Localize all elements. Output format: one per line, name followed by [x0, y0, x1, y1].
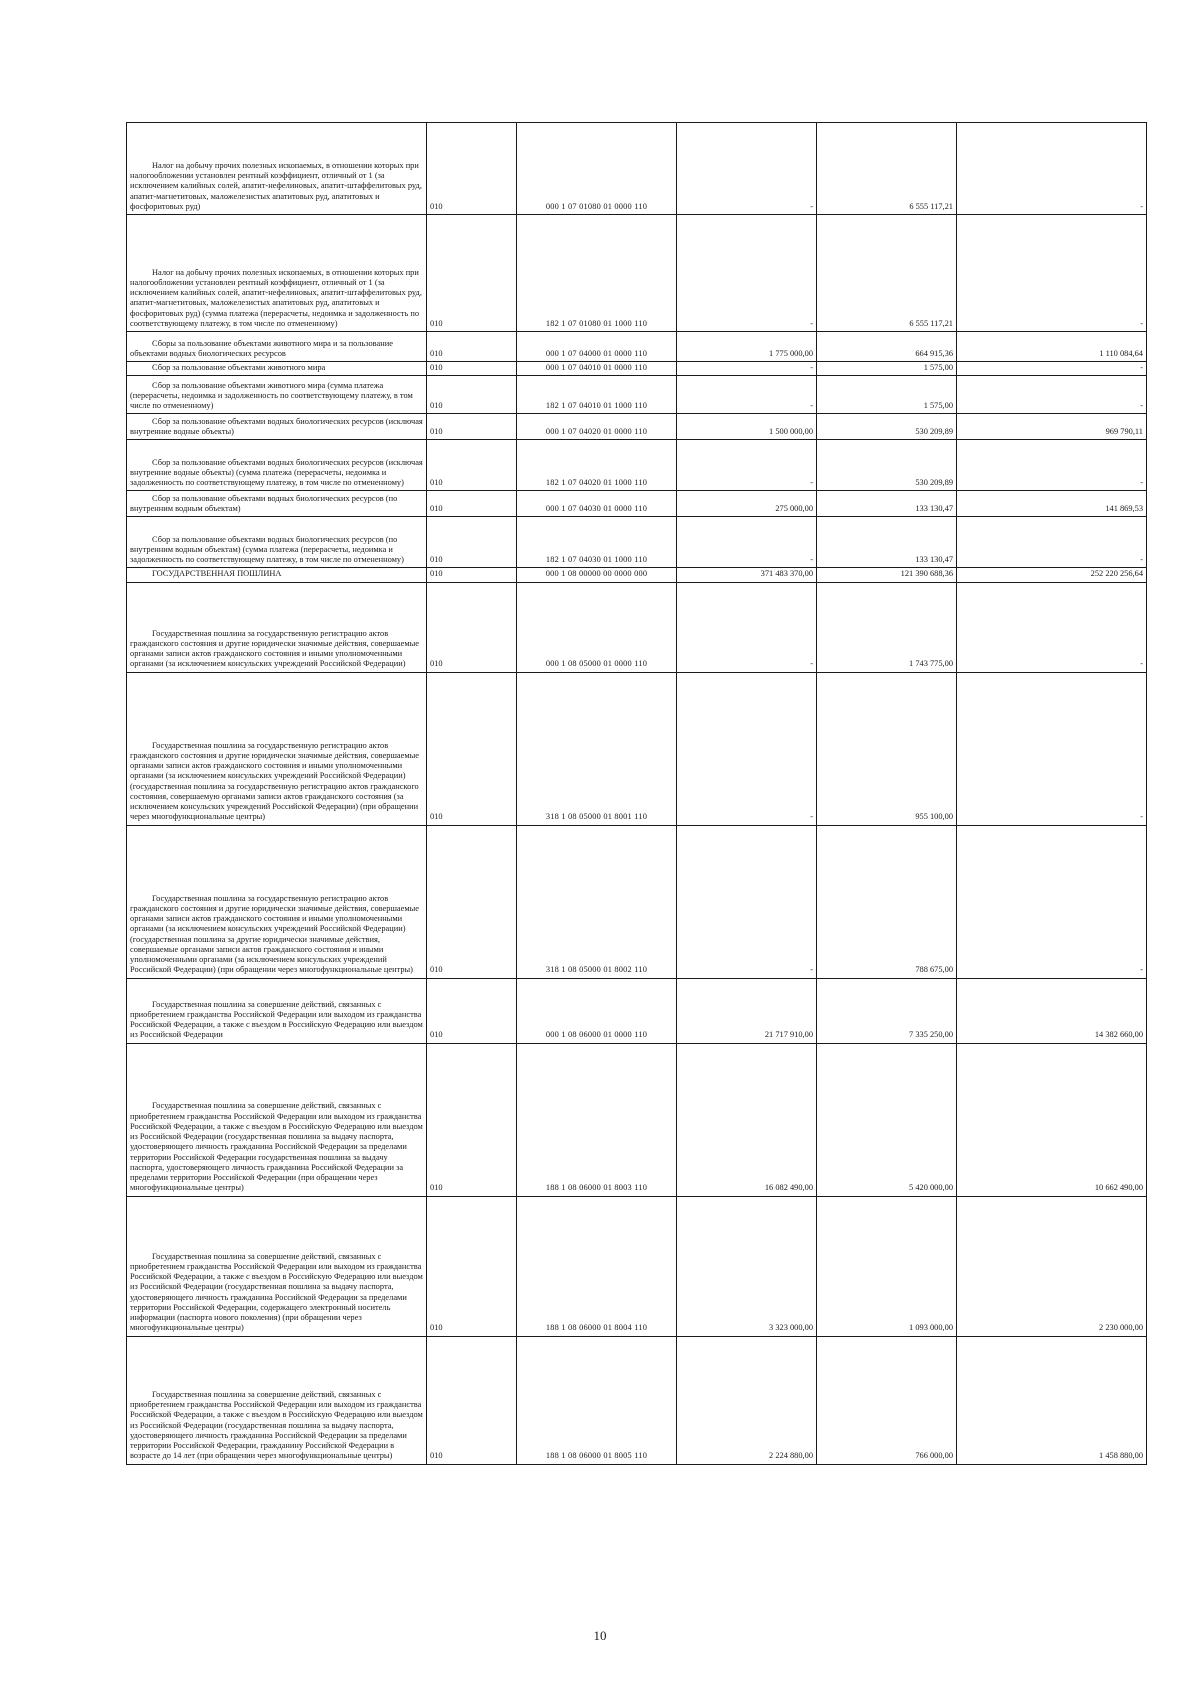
row-approved-amount: -	[677, 376, 817, 414]
row-executed-amount: 530 209,89	[817, 440, 957, 491]
row-line-code: 010	[427, 215, 517, 332]
table-row	[127, 1336, 1147, 1464]
row-name: Сбор за пользование объектами животного мира	[127, 362, 427, 376]
row-unexecuted-amount: -	[957, 672, 1147, 825]
row-unexecuted-amount: 141 869,53	[957, 491, 1147, 517]
row-approved-amount: -	[677, 672, 817, 825]
row-approved-amount: 1 775 000,00	[677, 332, 817, 362]
row-name: Государственная пошлина за государственную регистрацию актов гражданского состояния и другие юридически значимые действия, совершаемые органами записи актов гражданского состояния и иными уполномоченными органами (за исключением консульских учреждений Российской Федерации)	[127, 582, 427, 672]
row-budget-code: 182 1 07 01080 01 1000 110	[517, 215, 677, 332]
row-executed-amount: 1 575,00	[817, 362, 957, 376]
row-unexecuted-amount: -	[957, 215, 1147, 332]
row-unexecuted-amount: -	[957, 517, 1147, 568]
row-unexecuted-amount: 2 230 000,00	[957, 1196, 1147, 1336]
row-executed-amount: 133 130,47	[817, 491, 957, 517]
row-budget-code: 188 1 08 06000 01 8005 110	[517, 1336, 677, 1464]
row-unexecuted-amount: 252 220 256,64	[957, 568, 1147, 582]
row-executed-amount: 121 390 688,36	[817, 568, 957, 582]
row-line-code: 010	[427, 582, 517, 672]
row-unexecuted-amount: 14 382 660,00	[957, 978, 1147, 1043]
table-row	[127, 362, 1147, 376]
row-executed-amount: 530 209,89	[817, 414, 957, 440]
row-unexecuted-amount: -	[957, 376, 1147, 414]
row-executed-amount: 766 000,00	[817, 1336, 957, 1464]
row-executed-amount: 788 675,00	[817, 825, 957, 978]
table-row	[127, 123, 1147, 215]
row-budget-code: 000 1 07 04020 01 0000 110	[517, 414, 677, 440]
row-budget-code: 000 1 08 00000 00 0000 000	[517, 568, 677, 582]
table-row	[127, 825, 1147, 978]
row-executed-amount: 133 130,47	[817, 517, 957, 568]
table-row	[127, 582, 1147, 672]
row-approved-amount: -	[677, 440, 817, 491]
row-executed-amount: 5 420 000,00	[817, 1043, 957, 1196]
row-line-code: 010	[427, 1196, 517, 1336]
row-line-code: 010	[427, 1043, 517, 1196]
row-executed-amount: 1 743 775,00	[817, 582, 957, 672]
row-name: Налог на добычу прочих полезных ископаемых, в отношении которых при налогообложении установлен рентный коэффициент, отличный от 1 (за исключением калийных солей, апатит-нефелиновых, апатит-штаффелитовых руд, апатит-магнетитовых, маложелезистых апатитовых руд, апатитовых и фосфоритовых руд)	[127, 123, 427, 215]
row-name: Сбор за пользование объектами животного мира (сумма платежа (перерасчеты, недоимка и задолженность по соответствующему платежу, в том числе по отмененному)	[127, 376, 427, 414]
row-line-code: 010	[427, 414, 517, 440]
row-approved-amount: 3 323 000,00	[677, 1196, 817, 1336]
table-row	[127, 332, 1147, 362]
row-name: Сбор за пользование объектами водных биологических ресурсов (по внутренним водным объектам)	[127, 491, 427, 517]
table-row	[127, 978, 1147, 1043]
revenue-table	[126, 122, 1147, 1465]
table-row	[127, 568, 1147, 582]
row-unexecuted-amount: -	[957, 825, 1147, 978]
table-row	[127, 1043, 1147, 1196]
row-line-code: 010	[427, 568, 517, 582]
row-unexecuted-amount: -	[957, 440, 1147, 491]
table-row	[127, 215, 1147, 332]
row-approved-amount: 1 500 000,00	[677, 414, 817, 440]
row-unexecuted-amount: 1 110 084,64	[957, 332, 1147, 362]
row-approved-amount: 16 082 490,00	[677, 1043, 817, 1196]
row-line-code: 010	[427, 491, 517, 517]
row-name: Государственная пошлина за совершение действий, связанных с приобретением гражданства Российской Федерации или выходом из гражданства Российской Федерации, а также с въездом в Российскую Федерацию или выездом из Российской Федерации (государственная пошлина за выдачу паспорта, удостоверяющего личность гражданина Российской Федерации за пределами территории Российской Федерации, гражданину Российской Федерации в возрасте до 14 лет (при обращении через многофункциональные центры)	[127, 1336, 427, 1464]
row-unexecuted-amount: 1 458 880,00	[957, 1336, 1147, 1464]
table-row	[127, 672, 1147, 825]
row-approved-amount: 371 483 370,00	[677, 568, 817, 582]
row-budget-code: 000 1 07 04010 01 0000 110	[517, 362, 677, 376]
row-unexecuted-amount: 969 790,11	[957, 414, 1147, 440]
row-name: Сбор за пользование объектами водных биологических ресурсов (по внутренним водным объектам) (сумма платежа (перерасчеты, недоимка и задолженность по соответствующему платежу, в том числе по отмененному)	[127, 517, 427, 568]
row-line-code: 010	[427, 672, 517, 825]
row-budget-code: 000 1 08 05000 01 0000 110	[517, 582, 677, 672]
row-approved-amount: 275 000,00	[677, 491, 817, 517]
row-unexecuted-amount: -	[957, 582, 1147, 672]
row-name: Сборы за пользование объектами животного мира и за пользование объектами водных биологических ресурсов	[127, 332, 427, 362]
table-row	[127, 1196, 1147, 1336]
table-row	[127, 517, 1147, 568]
revenue-table-body	[127, 123, 1147, 1465]
row-approved-amount: -	[677, 517, 817, 568]
table-row	[127, 491, 1147, 517]
row-line-code: 010	[427, 1336, 517, 1464]
row-approved-amount: -	[677, 825, 817, 978]
row-name: Государственная пошлина за совершение действий, связанных с приобретением гражданства Российской Федерации или выходом из гражданства Российской Федерации, а также с въездом в Российскую Федерацию или выездом из Российской Федерации	[127, 978, 427, 1043]
row-unexecuted-amount: 10 662 490,00	[957, 1043, 1147, 1196]
row-executed-amount: 955 100,00	[817, 672, 957, 825]
row-budget-code: 188 1 08 06000 01 8004 110	[517, 1196, 677, 1336]
row-budget-code: 318 1 08 05000 01 8001 110	[517, 672, 677, 825]
row-budget-code: 000 1 08 06000 01 0000 110	[517, 978, 677, 1043]
row-name: Сбор за пользование объектами водных биологических ресурсов (исключая внутренние водные объекты)	[127, 414, 427, 440]
row-budget-code: 000 1 07 04000 01 0000 110	[517, 332, 677, 362]
row-executed-amount: 6 555 117,21	[817, 123, 957, 215]
row-budget-code: 000 1 07 01080 01 0000 110	[517, 123, 677, 215]
row-budget-code: 188 1 08 06000 01 8003 110	[517, 1043, 677, 1196]
table-row	[127, 414, 1147, 440]
row-approved-amount: 21 717 910,00	[677, 978, 817, 1043]
row-executed-amount: 664 915,36	[817, 332, 957, 362]
row-line-code: 010	[427, 978, 517, 1043]
row-unexecuted-amount: -	[957, 123, 1147, 215]
row-approved-amount: -	[677, 123, 817, 215]
row-unexecuted-amount: -	[957, 362, 1147, 376]
row-budget-code: 182 1 07 04020 01 1000 110	[517, 440, 677, 491]
row-executed-amount: 7 335 250,00	[817, 978, 957, 1043]
row-name: Государственная пошлина за совершение действий, связанных с приобретением гражданства Российской Федерации или выходом из гражданства Российской Федерации, а также с въездом в Российскую Федерацию или выездом из Российской Федерации (государственная пошлина за выдачу паспорта, удостоверяющего личность гражданина Российской Федерации за пределами территории Российской Федерации, содержащего электронный носитель информации (паспорта нового поколения) (при обращении через многофункциональные центры)	[127, 1196, 427, 1336]
row-budget-code: 318 1 08 05000 01 8002 110	[517, 825, 677, 978]
row-line-code: 010	[427, 517, 517, 568]
row-line-code: 010	[427, 440, 517, 491]
row-line-code: 010	[427, 376, 517, 414]
row-line-code: 010	[427, 332, 517, 362]
table-row	[127, 376, 1147, 414]
row-approved-amount: -	[677, 362, 817, 376]
row-approved-amount: -	[677, 215, 817, 332]
row-name: Государственная пошлина за государственную регистрацию актов гражданского состояния и другие юридически значимые действия, совершаемые органами записи актов гражданского состояния и иными уполномоченными органами (за исключением консульских учреждений Российской Федерации) (государственная пошлина за другие юридически значимые действия, совершаемые органами записи актов гражданского состояния и иными уполномоченными органами (за исключением консульских учреждений Российской Федерации) (при обращении через многофункциональные центры)	[127, 825, 427, 978]
row-line-code: 010	[427, 825, 517, 978]
row-approved-amount: 2 224 880,00	[677, 1336, 817, 1464]
row-executed-amount: 1 093 000,00	[817, 1196, 957, 1336]
row-executed-amount: 1 575,00	[817, 376, 957, 414]
row-name: Сбор за пользование объектами водных биологических ресурсов (исключая внутренние водные объекты) (сумма платежа (перерасчеты, недоимка и задолженность по соответствующему платежу, в том числе по отмененному)	[127, 440, 427, 491]
page-number: 10	[593, 1628, 607, 1643]
row-approved-amount: -	[677, 582, 817, 672]
row-name: Государственная пошлина за государственную регистрацию актов гражданского состояния и другие юридически значимые действия, совершаемые органами записи актов гражданского состояния и иными уполномоченными органами (за исключением консульских учреждений Российской Федерации) (государственная пошлина за государственную регистрацию актов гражданского состояния, совершаемую органами записи актов гражданского состояния (за исключением консульских учреждений Российской Федерации) (при обращении через многофункциональные центры)	[127, 672, 427, 825]
row-line-code: 010	[427, 123, 517, 215]
table-row	[127, 440, 1147, 491]
row-budget-code: 000 1 07 04030 01 0000 110	[517, 491, 677, 517]
row-budget-code: 182 1 07 04030 01 1000 110	[517, 517, 677, 568]
row-budget-code: 182 1 07 04010 01 1000 110	[517, 376, 677, 414]
row-name: ГОСУДАРСТВЕННАЯ ПОШЛИНА	[127, 568, 427, 582]
row-line-code: 010	[427, 362, 517, 376]
row-name: Налог на добычу прочих полезных ископаемых, в отношении которых при налогообложении установлен рентный коэффициент, отличный от 1 (за исключением калийных солей, апатит-нефелиновых, апатит-штаффелитовых руд, апатит-магнетитовых, маложелезистых апатитовых руд, апатитовых и фосфоритовых руд) (сумма платежа (перерасчеты, недоимка и задолженность по соответствующему платежу, в том числе по отмененному)	[127, 215, 427, 332]
row-executed-amount: 6 555 117,21	[817, 215, 957, 332]
row-name: Государственная пошлина за совершение действий, связанных с приобретением гражданства Российской Федерации или выходом из гражданства Российской Федерации, а также с въездом в Российскую Федерацию или выездом из Российской Федерации (государственная пошлина за выдачу паспорта, удостоверяющего личность гражданина Российской Федерации за пределами территории Российской Федерации государственная пошлина за выдачу паспорта, удостоверяющего личность гражданина Российской Федерации за пределами территории Российской Федерации (при обращении через многофункциональные центры)	[127, 1043, 427, 1196]
